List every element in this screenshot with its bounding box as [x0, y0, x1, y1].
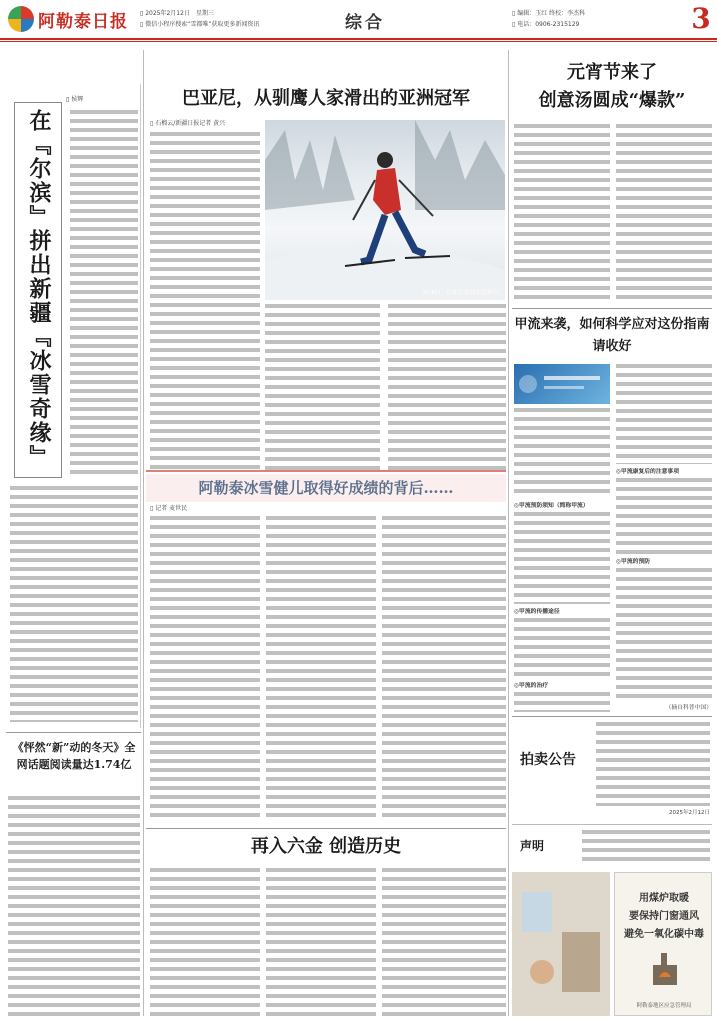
article-4-top-rule: [146, 828, 506, 829]
skier-photo-illustration: [265, 120, 505, 300]
article-6-top-rule: [512, 308, 712, 309]
article-5-col2: [616, 124, 712, 304]
editor-line: 编辑：玉红 终校：李杰科: [517, 10, 586, 17]
article-2-top-rule: [146, 470, 506, 472]
safety-ad-line2: 要保持门窗通风: [629, 911, 699, 922]
stove-icon: [645, 949, 685, 989]
newspaper-name: 阿勒泰日报: [38, 11, 128, 32]
notices-mid-rule: [512, 824, 712, 825]
article-2-col3: [382, 516, 506, 822]
article-main-col1: [150, 132, 260, 470]
article-6-col2-text: [616, 364, 712, 464]
article-6-col1-text3: [514, 618, 610, 678]
sidebar-body-text: [70, 110, 138, 478]
article-4-col3: [382, 868, 506, 1016]
statement-notice-body: [582, 830, 710, 866]
left-column-divider: [143, 50, 144, 1016]
safety-ad-line3: 避免一氧化碳中毒: [624, 929, 704, 940]
article-main-photo: [265, 120, 505, 300]
article-main-title: 巴亚尼，从驯鹰人家滑出的亚洲冠军: [182, 88, 470, 109]
article-6-sub2: ◎甲流康复后的注意事项: [616, 469, 680, 475]
article-6-source: （摘自科普中国）: [665, 705, 712, 711]
article-2-headline-band: [146, 474, 506, 502]
article-6-title: 甲流来袭，如何科学应对这份指南请收好: [514, 317, 710, 354]
masthead-rule: [0, 38, 717, 40]
contact-line: 电话：0906-2315129: [517, 21, 580, 28]
newspaper-logo-icon: [8, 6, 34, 32]
article-2-byline-text: 记者 麦世民: [155, 505, 188, 512]
article-5-headline-block: [512, 58, 712, 118]
issue-weekday: 星期三: [195, 10, 214, 17]
safety-ad-image: [512, 872, 610, 1016]
article-main-photo-caption: 2月8日，巴亚尼·加孜在比赛中。: [422, 290, 503, 296]
sidebar-title-box: [14, 102, 62, 478]
notices-top-rule: [512, 716, 712, 717]
family-room-illustration: [512, 872, 610, 1016]
statement-notice-title: 声明: [520, 839, 545, 853]
article-6-banner-image: [514, 364, 610, 404]
article-2-byline: ▯ 记者 麦世民: [150, 505, 188, 512]
science-banner-icon: [514, 364, 610, 404]
section-title: 综合: [345, 13, 385, 33]
auction-notice-date: 2025年2月12日: [669, 810, 710, 816]
article-3-headline-block: [6, 732, 141, 792]
article-6-sub3: ◎甲流的预防: [616, 559, 651, 565]
article-main-col3: [388, 304, 506, 470]
sidebar-author: ▯ 侯辉: [66, 96, 84, 103]
article-6-sub1: ◎甲流预防须知（简称甲流）: [514, 503, 589, 509]
article-4-title: 再入六金 创造历史: [250, 836, 402, 857]
sidebar-title: 在『尔滨』拼出新疆『冰雪奇缘』: [26, 109, 52, 469]
article-2-col2: [266, 516, 376, 822]
article-3-body: [8, 796, 140, 1016]
masthead-subline: 微信小程序搜索“雪都唯”获取更多新闻资讯: [145, 21, 260, 28]
auction-notice-title: 拍卖公告: [520, 752, 576, 768]
masthead-logo: [8, 5, 158, 33]
issue-date: 2025年2月12日: [145, 10, 190, 17]
article-main-byline: ▯ 石榴云/新疆日报记者 黄兴: [150, 120, 226, 127]
article-6-col2-text2: [616, 478, 712, 554]
article-4-col2: [266, 868, 376, 1016]
article-2-col1: [150, 516, 260, 822]
article-6-col2-text3: [616, 568, 712, 700]
article-6-col1-text2: [514, 512, 610, 604]
article-6-col1-text4: [514, 692, 610, 712]
article-5-title-line2: 创意汤圆成“爆款”: [538, 90, 686, 111]
right-column-divider: [508, 50, 509, 1016]
safety-ad: [614, 872, 712, 1016]
auction-notice: [512, 718, 712, 822]
article-5-title-line1: 元宵节来了: [567, 62, 657, 83]
article-4-col1: [150, 868, 260, 1016]
article-main-headline-block: [146, 84, 506, 114]
article-3-title: 《怦然“新”动的冬天》全网话题阅读量达1.74亿: [12, 741, 136, 771]
masthead-rule-thin: [0, 41, 717, 42]
safety-ad-line1: 用煤炉取暖: [639, 893, 689, 904]
article-2-title: 阿勒泰冰雪健儿取得好成绩的背后……: [198, 479, 454, 497]
article-6-col1-text: [514, 408, 610, 498]
auction-notice-body: [596, 722, 710, 806]
page-number: 3: [691, 4, 711, 34]
statement-notice: [512, 826, 712, 870]
article-main-col2: [265, 304, 380, 470]
masthead-date-block: ▯ 2025年2月12日 星期三 ▯ 微信小程序搜索“雪都唯”获取更多新闻资讯: [140, 10, 260, 28]
sidebar-commentary: [6, 84, 141, 728]
sidebar-author-name: 侯辉: [71, 96, 84, 103]
masthead-editor-block: ▯ 编辑：玉红 终校：李杰科 ▯ 电话：0906-2315129: [512, 10, 586, 28]
safety-ad-footer: 阿勒泰地区应急管理局: [636, 1003, 692, 1009]
article-5-col1: [514, 124, 610, 304]
article-6-sub5: ◎甲流的治疗: [514, 683, 549, 689]
sidebar-body-text-lower: [10, 486, 138, 722]
article-main-byline-text: 石榴云/新疆日报记者 黄兴: [155, 120, 226, 127]
article-6-sub4: ◎甲流的传播途径: [514, 609, 560, 615]
